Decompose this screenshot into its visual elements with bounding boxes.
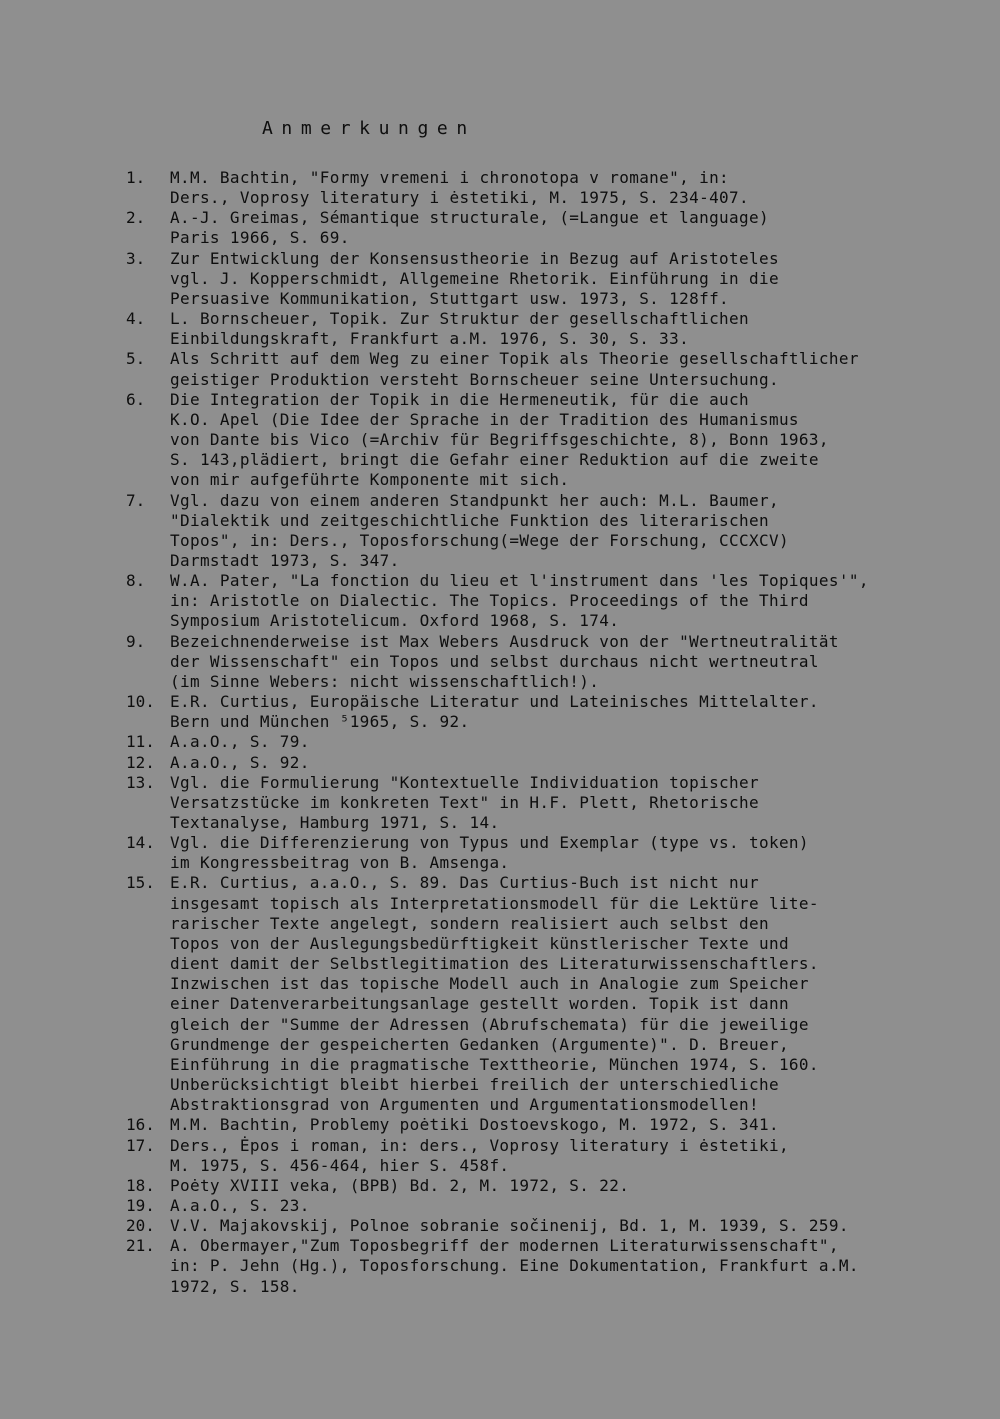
endnote-text <box>170 249 986 309</box>
endnote-item <box>126 1236 986 1296</box>
endnote-text <box>170 773 986 833</box>
endnote-text <box>170 349 986 389</box>
endnote-item <box>126 833 986 873</box>
endnote-number: 9. <box>126 631 146 651</box>
endnote-text <box>170 1136 986 1176</box>
endnote-line: rarischer Texte angelegt, sondern realisiert auch selbst den <box>170 913 769 933</box>
endnote-text <box>170 491 986 572</box>
endnote-line: Die Integration der Topik in die Hermeneutik, für die auch <box>170 389 750 409</box>
endnote-number: 4. <box>126 309 146 329</box>
endnote-line: A.a.O., S. 23. <box>170 1195 310 1215</box>
endnote-line: Paris 1966, S. 69. <box>170 228 350 248</box>
endnote-line: Textanalyse, Hamburg 1971, S. 14. <box>170 813 500 832</box>
endnote-line: Zur Entwicklung der Konsensustheorie in Bezug auf Aristoteles <box>170 248 779 268</box>
endnote-text <box>170 208 986 248</box>
endnote-line: L. Bornscheuer, Topik. Zur Struktur der gesellschaftlichen <box>170 309 750 329</box>
endnote-item <box>126 249 986 309</box>
page-heading: Anmerkungen <box>262 118 476 139</box>
endnote-text <box>170 1196 986 1216</box>
endnote-line: von Dante bis Vico (=Archiv für Begriffsgeschichte, 8), Bonn 1963, <box>170 430 829 450</box>
endnote-line: M.M. Bachtin, "Formy vremeni i chronotopa v romane", in: <box>170 168 730 187</box>
endnote-line: der Wissenschaft" ein Topos und selbst durchaus nicht wertneutral <box>170 651 819 671</box>
endnote-number: 21. <box>126 1236 155 1256</box>
endnote-number: 10. <box>126 692 155 712</box>
endnote-number: 14. <box>126 833 155 853</box>
endnote-line: (im Sinne Webers: nicht wissenschaftlich!). <box>170 671 600 691</box>
endnote-line: Bern und München ⁵1965, S. 92. <box>170 712 470 732</box>
endnote-item <box>126 753 986 773</box>
endnote-line: Abstraktionsgrad von Argumenten und Argumentationsmodellen! <box>170 1095 759 1115</box>
endnote-item <box>126 1216 986 1236</box>
endnote-line: im Kongressbeitrag von B. Amsenga. <box>170 853 510 873</box>
endnote-line: von mir aufgeführte Komponente mit sich. <box>170 470 570 490</box>
endnote-number: 12. <box>126 752 155 772</box>
endnote-number: 6. <box>126 389 146 409</box>
endnote-number: 7. <box>126 490 146 510</box>
endnote-item <box>126 1176 986 1196</box>
endnote-text <box>170 390 986 491</box>
endnote-item <box>126 1136 986 1176</box>
endnote-text <box>170 309 986 349</box>
endnote-line: A. Obermayer,"Zum Toposbegriff der modernen Literaturwissenschaft", <box>170 1236 839 1256</box>
endnote-text <box>170 1236 986 1296</box>
endnote-line: K.O. Apel (Die Idee der Sprache in der Tradition des Humanismus <box>170 409 799 429</box>
endnote-line: in: Aristotle on Dialectic. The Topics. Proceedings of the Third <box>170 591 809 611</box>
endnote-line: Einführung in die pragmatische Texttheorie, München 1974, S. 160. <box>170 1054 819 1074</box>
endnote-text <box>170 1216 986 1236</box>
endnote-line: 1972, S. 158. <box>170 1276 300 1296</box>
endnote-line: Ders., Voprosy literatury i ėstetiki, M. 1975, S. 234-407. <box>170 188 750 208</box>
endnote-item <box>126 571 986 631</box>
endnote-line: M.M. Bachtin, Problemy poėtiki Dostoevskogo, M. 1972, S. 341. <box>170 1115 779 1135</box>
endnote-number: 5. <box>126 349 146 369</box>
endnote-item <box>126 732 986 752</box>
endnote-line: Vgl. die Differenzierung von Typus und Exemplar (type vs. token) <box>170 833 809 853</box>
endnote-text <box>170 632 986 692</box>
endnotes-list <box>126 168 986 1297</box>
endnote-line: Ders., Ėpos i roman, in: ders., Voprosy literatury i ėstetiki, <box>170 1135 789 1155</box>
endnote-number: 17. <box>126 1135 155 1155</box>
endnote-item <box>126 208 986 248</box>
endnote-line: insgesamt topisch als Interpretationsmodell für die Lektüre lite- <box>170 893 819 913</box>
endnote-item <box>126 692 986 732</box>
endnote-line: W.A. Pater, "La fonction du lieu et l'instrument dans 'les Topiques'", <box>170 571 869 591</box>
endnote-item <box>126 1115 986 1135</box>
endnote-text <box>170 833 986 873</box>
endnote-line: V.V. Majakovskij, Polnoe sobranie sočinenij, Bd. 1, M. 1939, S. 259. <box>170 1216 849 1236</box>
endnote-line: Als Schritt auf dem Weg zu einer Topik als Theorie gesellschaftlicher <box>170 349 859 369</box>
endnote-text <box>170 692 986 732</box>
endnote-item <box>126 309 986 349</box>
endnote-text <box>170 168 986 208</box>
endnote-text <box>170 1176 986 1196</box>
endnote-line: S. 143,plädiert, bringt die Gefahr einer Reduktion auf die zweite <box>170 450 819 470</box>
endnote-line: M. 1975, S. 456-464, hier S. 458f. <box>170 1155 510 1175</box>
endnote-item <box>126 491 986 572</box>
endnote-number: 8. <box>126 571 146 591</box>
endnote-number: 16. <box>126 1115 155 1135</box>
endnote-number: 19. <box>126 1195 155 1215</box>
endnote-line: Vgl. dazu von einem anderen Standpunkt her auch: M.L. Baumer, <box>170 490 779 510</box>
endnote-line: Inzwischen ist das topische Modell auch in Analogie zum Speicher <box>170 974 809 994</box>
endnote-line: geistiger Produktion versteht Bornscheuer seine Untersuchung. <box>170 369 779 389</box>
endnote-number: 13. <box>126 772 155 792</box>
endnote-text <box>170 873 986 1115</box>
endnote-number: 11. <box>126 732 155 752</box>
endnote-item <box>126 168 986 208</box>
endnote-text <box>170 1115 986 1135</box>
endnote-item <box>126 873 986 1115</box>
endnote-line: Persuasive Kommunikation, Stuttgart usw. 1973, S. 128ff. <box>170 288 730 308</box>
endnote-text <box>170 732 986 752</box>
endnote-number: 3. <box>126 248 146 268</box>
endnote-line: Grundmenge der gespeicherten Gedanken (Argumente)". D. Breuer, <box>170 1034 789 1054</box>
endnote-line: "Dialektik und zeitgeschichtliche Funktion des literarischen <box>170 510 769 530</box>
endnote-line: Vgl. die Formulierung "Kontextuelle Individuation topischer <box>170 772 759 792</box>
endnote-line: Bezeichnenderweise ist Max Webers Ausdruck von der "Wertneutralität <box>170 631 839 651</box>
endnote-line: einer Datenverarbeitungsanlage gestellt worden. Topik ist dann <box>170 994 789 1014</box>
endnote-line: gleich der "Summe der Adressen (Abrufschemata) für die jeweilige <box>170 1014 809 1034</box>
endnote-line: Topos von der Auslegungsbedürftigkeit künstlerischer Texte und <box>170 933 789 953</box>
endnote-item <box>126 349 986 389</box>
endnote-line: Poėty XVIII veka, (BPB) Bd. 2, M. 1972, S. 22. <box>170 1175 630 1195</box>
endnote-number: 1. <box>126 168 146 187</box>
endnote-line: E.R. Curtius, a.a.O., S. 89. Das Curtius-Buch ist nicht nur <box>170 873 759 893</box>
endnote-number: 15. <box>126 873 155 893</box>
endnote-line: Versatzstücke im konkreten Text" in H.F. Plett, Rhetorische <box>170 792 759 812</box>
endnote-line: Darmstadt 1973, S. 347. <box>170 550 400 570</box>
endnote-line: dient damit der Selbstlegitimation des Literaturwissenschaftlers. <box>170 954 819 974</box>
endnote-line: A.-J. Greimas, Sémantique structurale, (=Langue et language) <box>170 208 769 228</box>
endnote-number: 2. <box>126 208 146 228</box>
endnote-line: in: P. Jehn (Hg.), Toposforschung. Eine Dokumentation, Frankfurt a.M. <box>170 1256 859 1276</box>
endnote-number: 20. <box>126 1216 155 1236</box>
endnote-line: Symposium Aristotelicum. Oxford 1968, S. 174. <box>170 611 620 631</box>
endnote-item <box>126 390 986 491</box>
endnote-line: vgl. J. Kopperschmidt, Allgemeine Rhetorik. Einführung in die <box>170 268 779 288</box>
endnote-item <box>126 773 986 833</box>
endnote-text <box>170 753 986 773</box>
endnote-line: Topos", in: Ders., Toposforschung(=Wege der Forschung, CCCXCV) <box>170 530 789 550</box>
endnote-item <box>126 1196 986 1216</box>
endnote-line: A.a.O., S. 79. <box>170 732 310 752</box>
endnote-line: E.R. Curtius, Europäische Literatur und Lateinisches Mittelalter. <box>170 692 819 712</box>
endnote-text <box>170 571 986 631</box>
endnote-number: 18. <box>126 1175 155 1195</box>
endnote-line: A.a.O., S. 92. <box>170 752 310 772</box>
endnote-item <box>126 632 986 692</box>
endnote-line: Einbildungskraft, Frankfurt a.M. 1976, S. 30, S. 33. <box>170 329 690 349</box>
endnote-line: Unberücksichtigt bleibt hierbei freilich der unterschiedliche <box>170 1075 779 1095</box>
